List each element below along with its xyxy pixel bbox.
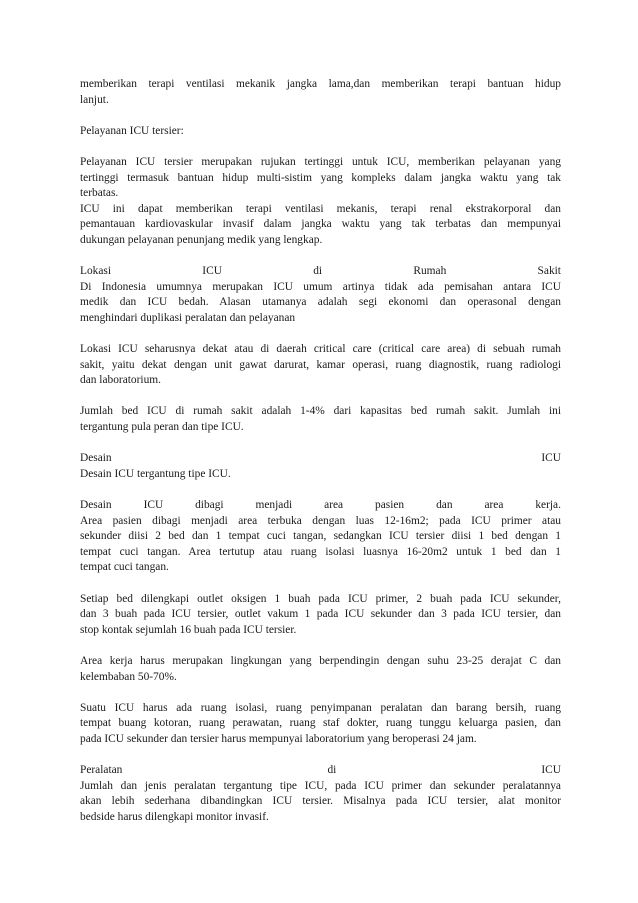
text-line: Lokasi ICU seharusnya dekat atau di daerah critical care (critical care area) di sebuah rumah <box>80 343 561 356</box>
heading-word: ICU <box>541 452 561 465</box>
text-line: dan 3 buah pada ICU tersier, outlet vakum 1 pada ICU sekunder dan 3 pada ICU tersier, dan <box>80 608 561 621</box>
paragraph-ventilasi <box>80 77 561 108</box>
heading-peralatan <box>80 763 561 779</box>
section-lokasi <box>80 264 561 326</box>
heading-word: ICU <box>143 499 164 512</box>
heading-lokasi <box>80 264 561 280</box>
text-line: terbatas. <box>80 187 119 200</box>
heading-area <box>80 498 561 514</box>
heading-word: kerja. <box>535 499 561 512</box>
heading-word: pasien <box>375 499 405 512</box>
text-line: pada ICU sekunder dan tersier harus mempunyai laboratorium yang beroperasi 24 jam. <box>80 732 477 745</box>
heading-word: Lokasi <box>80 265 112 278</box>
text-line: kelembaban 50-70%. <box>80 670 177 683</box>
heading-word: menjadi <box>255 499 293 512</box>
text-line: sekunder diisi 2 bed dan 1 tempat cuci tangan, sedangkan ICU tersier diisi 1 bed dengan 1 <box>80 530 561 543</box>
heading-word: Rumah <box>413 265 447 278</box>
heading-word: Sakit <box>537 265 561 278</box>
text-line: bedside harus dilengkapi monitor invasif. <box>80 810 269 823</box>
text-line: Area kerja harus merupakan lingkungan yang berpendingin dengan suhu 23-25 derajat C dan <box>80 654 561 667</box>
text-line: Setiap bed dilengkapi outlet oksigen 1 buah pada ICU primer, 2 buah pada ICU sekunder, <box>80 592 561 605</box>
text-line: pemantauan kardiovaskular invasif dalam jangka waktu yang tak terbatas dan mempunyai <box>80 218 561 231</box>
text-line: Di Indonesia umumnya merupakan ICU umum artinya tidak ada pemisahan antara ICU <box>80 280 561 293</box>
text-line: sakit, yaitu dekat dengan unit gawat darurat, kamar operasi, ruang diagnostik, ruang radiologi <box>80 358 561 371</box>
text-line: tertinggi termasuk bantuan hidup multi-sistim yang kompleks dalam jangka waktu yang tak <box>80 171 561 184</box>
text-line: Suatu ICU harus ada ruang isolasi, ruang penyimpanan peralatan dan barang bersih, ruang <box>80 701 561 714</box>
text-line: akan lebih sederhana dibandingkan ICU tersier. Misalnya pada ICU tersier, alat monitor <box>80 795 561 808</box>
text-line: menghindari duplikasi peralatan dan pelayanan <box>80 311 296 324</box>
text-line: Jumlah dan jenis peralatan tergantung tipe ICU, pada ICU primer dan sekunder peralatannya <box>80 779 561 792</box>
section-peralatan <box>80 763 561 825</box>
paragraph-ruang <box>80 701 561 748</box>
heading-word: Desain <box>80 499 112 512</box>
heading-desain <box>80 451 561 467</box>
heading-word: dibagi <box>195 499 224 512</box>
text-line: Pelayanan ICU tersier merupakan rujukan tertinggi untuk ICU, memberikan pelayanan yang <box>80 155 561 168</box>
paragraph-icu-tersier <box>80 155 561 249</box>
paragraph-jumlah-bed <box>80 404 561 435</box>
document-page <box>80 77 561 841</box>
paragraph-outlet <box>80 592 561 639</box>
text-line: Area pasien dibagi menjadi area terbuka dengan luas 12-16m2; pada ICU primer atau <box>80 514 561 527</box>
heading-text: Pelayanan ICU tersier: <box>80 124 184 137</box>
text-line: Desain ICU tergantung tipe ICU. <box>80 467 231 480</box>
heading-word: area <box>484 499 504 512</box>
text-line: tergantung pula peran dan tipe ICU. <box>80 421 244 434</box>
heading-word: di <box>327 764 337 777</box>
heading-word: ICU <box>202 265 222 278</box>
text-line: medik dan ICU bedah. Alasan utamanya adalah segi ekonomi dan operasonal dengan <box>80 296 561 309</box>
text-line: tempat cuci tangan. <box>80 561 169 574</box>
paragraph-area-kerja <box>80 654 561 685</box>
heading-word: di <box>313 265 323 278</box>
text-line: tempat cuci tangan. Area tertutup atau ruang isolasi luasnya 16-20m2 untuk 1 bed dan 1 <box>80 545 561 558</box>
paragraph-lokasi-critical-care <box>80 342 561 389</box>
text-line: memberikan terapi ventilasi mekanik jangka lama,dan memberikan terapi bantuan hidup <box>80 78 561 90</box>
text-line: lanjut. <box>80 93 109 106</box>
text-line: tempat buang kotoran, ruang perawatan, ruang staf dokter, ruang tunggu keluarga pasien, dan <box>80 717 561 730</box>
heading-word: Peralatan <box>80 764 123 777</box>
heading-word: area <box>324 499 344 512</box>
text-line: ICU ini dapat memberikan terapi ventilasi mekanis, terapi renal ekstrakorporal dan <box>80 202 561 215</box>
heading-word: Desain <box>80 452 112 465</box>
heading-word: ICU <box>541 764 561 777</box>
section-desain <box>80 451 561 482</box>
text-line: dukungan pelayanan penunjang medik yang lengkap. <box>80 233 323 246</box>
heading-icu-tersier <box>80 124 561 140</box>
heading-word: dan <box>436 499 453 512</box>
section-area <box>80 498 561 576</box>
text-line: stop kontak sejumlah 16 buah pada ICU tersier. <box>80 623 297 636</box>
text-line: dan laboratorium. <box>80 374 161 387</box>
text-line: Jumlah bed ICU di rumah sakit adalah 1-4% dari kapasitas bed rumah sakit. Jumlah ini <box>80 405 561 418</box>
